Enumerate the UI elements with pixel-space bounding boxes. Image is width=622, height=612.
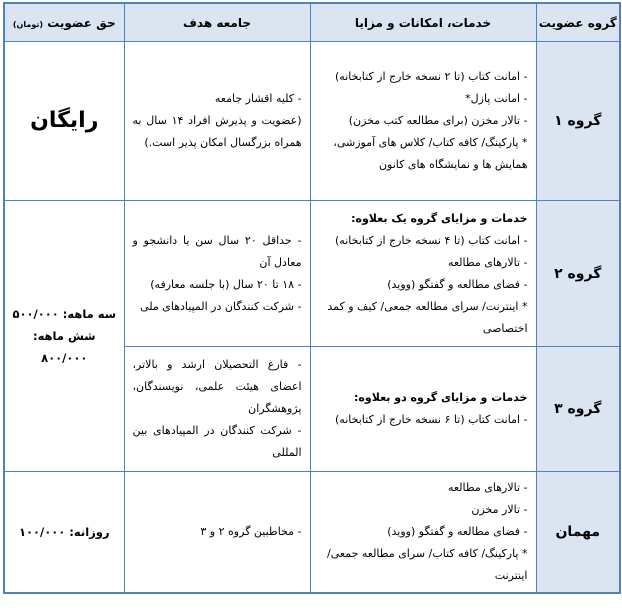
target-item: - مخاطبین گروه ۲ و ۳ (200, 525, 302, 538)
fee-cell (4, 42, 124, 201)
fee-cell (4, 201, 124, 472)
services-title: خدمات و مزایای گروه دو بعلاوه: (353, 391, 528, 404)
service-item: - تالارهای مطالعه (447, 255, 528, 269)
fee-value: روزانه: ۱۰۰/۰۰۰ (18, 525, 110, 539)
services-cell (310, 201, 536, 347)
service-item: * پارکینگ/ کافه کتاب/ سرای مطالعه جمعی/ اینترنت (327, 547, 528, 582)
target-item: - شرکت کنندگان در المپیادهای بین المللی (132, 424, 302, 459)
header-group: گروه عضویت (536, 3, 620, 42)
header-fee-unit: (تومان) (12, 19, 44, 29)
table-row (4, 201, 620, 347)
target-item: - ۱۸ تا ۲۰ سال (با جلسه معارفه) (150, 277, 302, 291)
target-cell (124, 42, 310, 201)
group-cell: مهمان (536, 472, 620, 594)
target-item: (عضویت و پذیرش افراد ۱۴ سال به همراه بزرگسال امکان پذیر است.) (132, 114, 302, 149)
target-cell (124, 201, 310, 347)
table-row (4, 472, 620, 594)
membership-table-container (3, 2, 619, 608)
service-item: - امانت پازل* (465, 92, 528, 105)
services-cell (310, 472, 536, 594)
table-row (4, 42, 620, 201)
services-title: خدمات و مزایای گروه یک بعلاوه: (351, 211, 528, 225)
target-item: - کلیه اقشار جامعه (214, 92, 302, 105)
service-item: - امانت کتاب (تا ۲ نسخه خارج از کتابخانه) (335, 70, 528, 83)
fee-value: رایگان (30, 108, 99, 133)
fee-value: شش ماهه: ۸۰۰/۰۰۰ (32, 329, 96, 365)
service-item: - فضای مطالعه و گفتگو (ووید) (387, 525, 528, 538)
service-item: * اینترنت/ سرای مطالعه جمعی/ کیف و کمد اختصاصی (327, 299, 528, 335)
target-item: - فارغ التحصیلان ارشد و بالاتر، اعضای هیئت علمی، نویسندگان، پژوهشگران (132, 358, 302, 415)
target-item: - حداقل ۲۰ سال سن یا دانشجو و معادل آن (132, 233, 302, 269)
services-cell (310, 347, 536, 472)
group-cell: گروه ۳ (536, 347, 620, 472)
header-services: خدمات، امکانات و مزایا (310, 3, 536, 42)
membership-table (3, 2, 621, 594)
fee-value: سه ماهه: ۵۰۰/۰۰۰ (12, 307, 117, 321)
group-cell: گروه ۱ (536, 42, 620, 201)
group-cell: گروه ۲ (536, 201, 620, 347)
service-item: - امانت کتاب (تا ۶ نسخه خارج از کتابخانه) (335, 413, 528, 426)
fee-cell (4, 472, 124, 594)
header-target: جامعه هدف (124, 3, 310, 42)
service-item: - تالار مخزن (471, 503, 528, 516)
target-cell (124, 347, 310, 472)
service-item: - فضای مطالعه و گفتگو (ووید) (387, 277, 528, 291)
service-item: - امانت کتاب (تا ۴ نسخه خارج از کتابخانه) (335, 233, 528, 247)
services-cell (310, 42, 536, 201)
service-item: * پارکینگ/ کافه کتاب/ کلاس های آموزشی، همایش ها و نمایشگاه های کانون (333, 136, 528, 171)
header-fee-label: حق عضویت (47, 15, 116, 30)
service-item: - تالار مخزن (برای مطالعه کتب مخزن) (348, 114, 528, 127)
target-item: - شرکت کنندگان در المپیادهای ملی (140, 299, 302, 313)
header-fee (4, 3, 124, 42)
service-item: - تالارهای مطالعه (447, 481, 528, 494)
target-cell (124, 472, 310, 594)
header-row (4, 3, 620, 42)
